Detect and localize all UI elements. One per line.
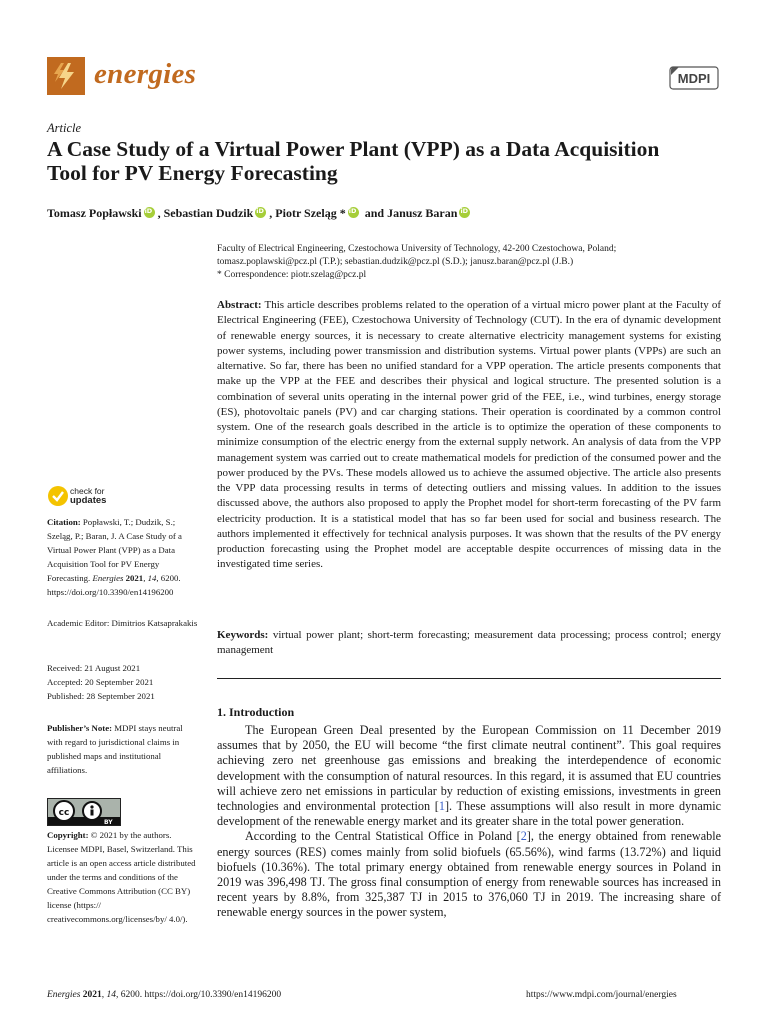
orcid-icon[interactable]	[255, 207, 266, 218]
introduction-body	[217, 723, 721, 921]
citation-link[interactable]: 2	[520, 829, 527, 844]
published-date: Published: 28 September 2021	[47, 691, 155, 701]
author-name[interactable]: Piotr Szeląg *	[275, 206, 346, 220]
orcid-icon[interactable]	[348, 207, 359, 218]
section-divider	[217, 678, 721, 679]
journal-logo-icon	[47, 57, 85, 95]
affiliation-emails[interactable]: tomasz.poplawski@pcz.pl (T.P.); sebastian.dudzik@pcz.pl (S.D.); janusz.baran@pcz.pl (J.B.)	[217, 257, 574, 267]
mdpi-logo-text: MDPI	[677, 71, 711, 86]
footer-citation	[47, 990, 281, 1000]
citation-text: ,	[143, 573, 148, 583]
cc-label: cc	[58, 808, 70, 818]
article-title: A Case Study of a Virtual Power Plant (VPP) as a Data Acquisition Tool for PV Energy Forecasting	[47, 137, 660, 185]
citation-volume: 14	[147, 573, 157, 583]
abstract-label: Abstract:	[217, 299, 262, 311]
author-separator: and	[361, 206, 388, 220]
keywords	[217, 628, 721, 659]
journal-name[interactable]: energies	[94, 58, 197, 90]
footer-separator: ,	[101, 990, 107, 1000]
publisher-note-label: Publisher’s Note:	[47, 723, 113, 733]
publisher-note-text: MDPI stays neutral with regard to jurisdictional claims in published maps and institutional affiliations.	[47, 723, 183, 775]
affiliation-block	[217, 243, 717, 282]
footer-volume: 14	[106, 990, 117, 1000]
paragraph	[217, 723, 721, 829]
check-label: updates	[70, 495, 107, 506]
citation-journal: Energies	[92, 573, 124, 583]
abstract-text: This article describes problems related to the operation of a virtual micro power plant at the Faculty of Electrical Engineering (FEE), Czestochowa University of Technology (CUT). In the era of dynamic development of renewable energy sources, it is necessary to create alternative electricity management systems for existing power systems, including power transmission and distribution systems. Virtual power plants (VPPs) are such an alternative. So far, there has been no unified standard for a VPP operation. The article presents components that make up the VPP at the FEE and describes their physical and logical structure. The presented solution is a combination of several units operating in the internal power grid of the FEE, i.e., wind turbines, energy storage (ES), photovoltaic panels (PV) and car charging stations. Their operation is coordinated by a common control system. One of the research goals described in the article is to optimize the operation of these components to minimize consumption of the electric energy from the external supply network. An analysis of data from the VPP management system was carried out to create mathematical models for prediction of the consumed power and the power produced by the PVs. These models allowed us to achieve the assumed objective. The article also presents the VPP data processing results in terms of detecting outliers and missing values. In addition to the issues discussed above, the authors also proposed to apply the Prophet model for short-term forecasting of the PV farm electricity production. It is a statistical model that has so far been used for social and business research. The authors implemented it effectively for technical analysis purposes. It was shown that the results of the PV energy production forecasting using the Prophet model are acceptable despite occurrences of missing data in the investigated time series.	[217, 299, 721, 571]
citation-link[interactable]: 1	[438, 799, 445, 814]
accepted-date: Accepted: 20 September 2021	[47, 677, 154, 687]
citation-label: Citation:	[47, 517, 81, 527]
section-heading: 1. Introduction	[217, 705, 295, 719]
keywords-label: Keywords:	[217, 629, 269, 641]
mdpi-logo-icon[interactable]	[669, 66, 719, 90]
copyright-block	[47, 828, 199, 926]
paragraph-text: According to the Central Statistical Office in Poland [	[245, 829, 521, 844]
publisher-note	[47, 721, 199, 777]
dates-block	[47, 661, 199, 703]
author-name[interactable]: Janusz Baran	[387, 206, 458, 220]
paragraph-text: ]. These assumptions will also result in more dynamic development of the renewable energy market and its greater share in the total power generation.	[217, 799, 721, 829]
by-label: BY	[104, 819, 113, 825]
author-name[interactable]: Tomasz Popławski	[47, 206, 142, 220]
citation-doi[interactable]: , 6200. https://doi.org/10.3390/en14196200	[47, 573, 181, 597]
footer-year: 2021	[80, 990, 102, 1000]
author-list	[47, 206, 473, 221]
orcid-icon[interactable]	[459, 207, 470, 218]
author-name[interactable]: Sebastian Dudzik	[163, 206, 254, 220]
footer-doi[interactable]: , 6200. https://doi.org/10.3390/en14196200	[116, 990, 282, 1000]
correspondence[interactable]: * Correspondence: piotr.szelag@pcz.pl	[217, 270, 367, 280]
paragraph-text: ], the energy obtained from renewable energy sources (RES) comes mainly from solid biofuels (65.56%), wind farms (13.72%) and liquid biofuels (10.36%). The total primary energy obtained from renewable energy sources in Poland in 2019 was 396,498 TJ. The gross final consumption of energy from renewable sources has increased in recent years by 8.8%, from 325,387 TJ in 2015 to 376,060 TJ in 2019. The increasing share of renewable energy sources in the power system,	[217, 829, 721, 920]
citation-year: 2021	[123, 573, 144, 583]
check-for-updates-icon[interactable]	[47, 485, 69, 507]
affiliation-line: Faculty of Electrical Engineering, Czestochowa University of Technology, 42-200 Czestochowa, Poland;	[217, 244, 617, 254]
copyright-text: © 2021 by the authors. Licensee MDPI, Basel, Switzerland. This article is an open access article distributed under the terms and conditions of the Creative Commons Attribution (CC BY) license (https:// creativecommons.org/licenses/by/ 4.0/).	[47, 830, 196, 924]
author-separator: ,	[269, 206, 276, 220]
paragraph-text: The European Green Deal presented by the European Commission on 11 December 2019 assumes that by 2050, the EU will become “the first climate neutral continent”. This goal requires achieving zero net greenhouse gas emissions and breaking the interdependence of economic development with the consumption of natural resources. In this regard, it is assumed that EU countries will achieve zero net emissions in particular by reduction of existing emissions, investments in green technologies and environmental protection [	[217, 723, 721, 814]
keywords-text: virtual power plant; short-term forecasting; measurement data processing; process control; energy management	[217, 629, 721, 657]
footer-journal-url[interactable]: https://www.mdpi.com/journal/energies	[526, 990, 677, 1000]
abstract	[217, 298, 721, 573]
citation-text: Popławski, T.; Dudzik, S.; Szeląg, P.; Baran, J. A Case Study of a Virtual Power Plant (VPP) as a Data Acquisition Tool for PV Energy Forecasting.	[47, 517, 182, 583]
cc-by-license-icon[interactable]	[47, 798, 121, 826]
received-date: Received: 21 August 2021	[47, 663, 141, 673]
author-separator: ,	[157, 206, 164, 220]
paragraph	[217, 829, 721, 920]
check-for-updates-button[interactable]	[70, 487, 106, 505]
footer-journal: Energies	[47, 990, 81, 1000]
article-type: Article	[47, 121, 82, 135]
check-label: check for	[70, 486, 105, 496]
citation-block	[47, 515, 199, 599]
academic-editor: Academic Editor: Dimitrios Katsaprakakis	[47, 618, 198, 628]
copyright-label: Copyright:	[47, 830, 89, 840]
orcid-icon[interactable]	[144, 207, 155, 218]
